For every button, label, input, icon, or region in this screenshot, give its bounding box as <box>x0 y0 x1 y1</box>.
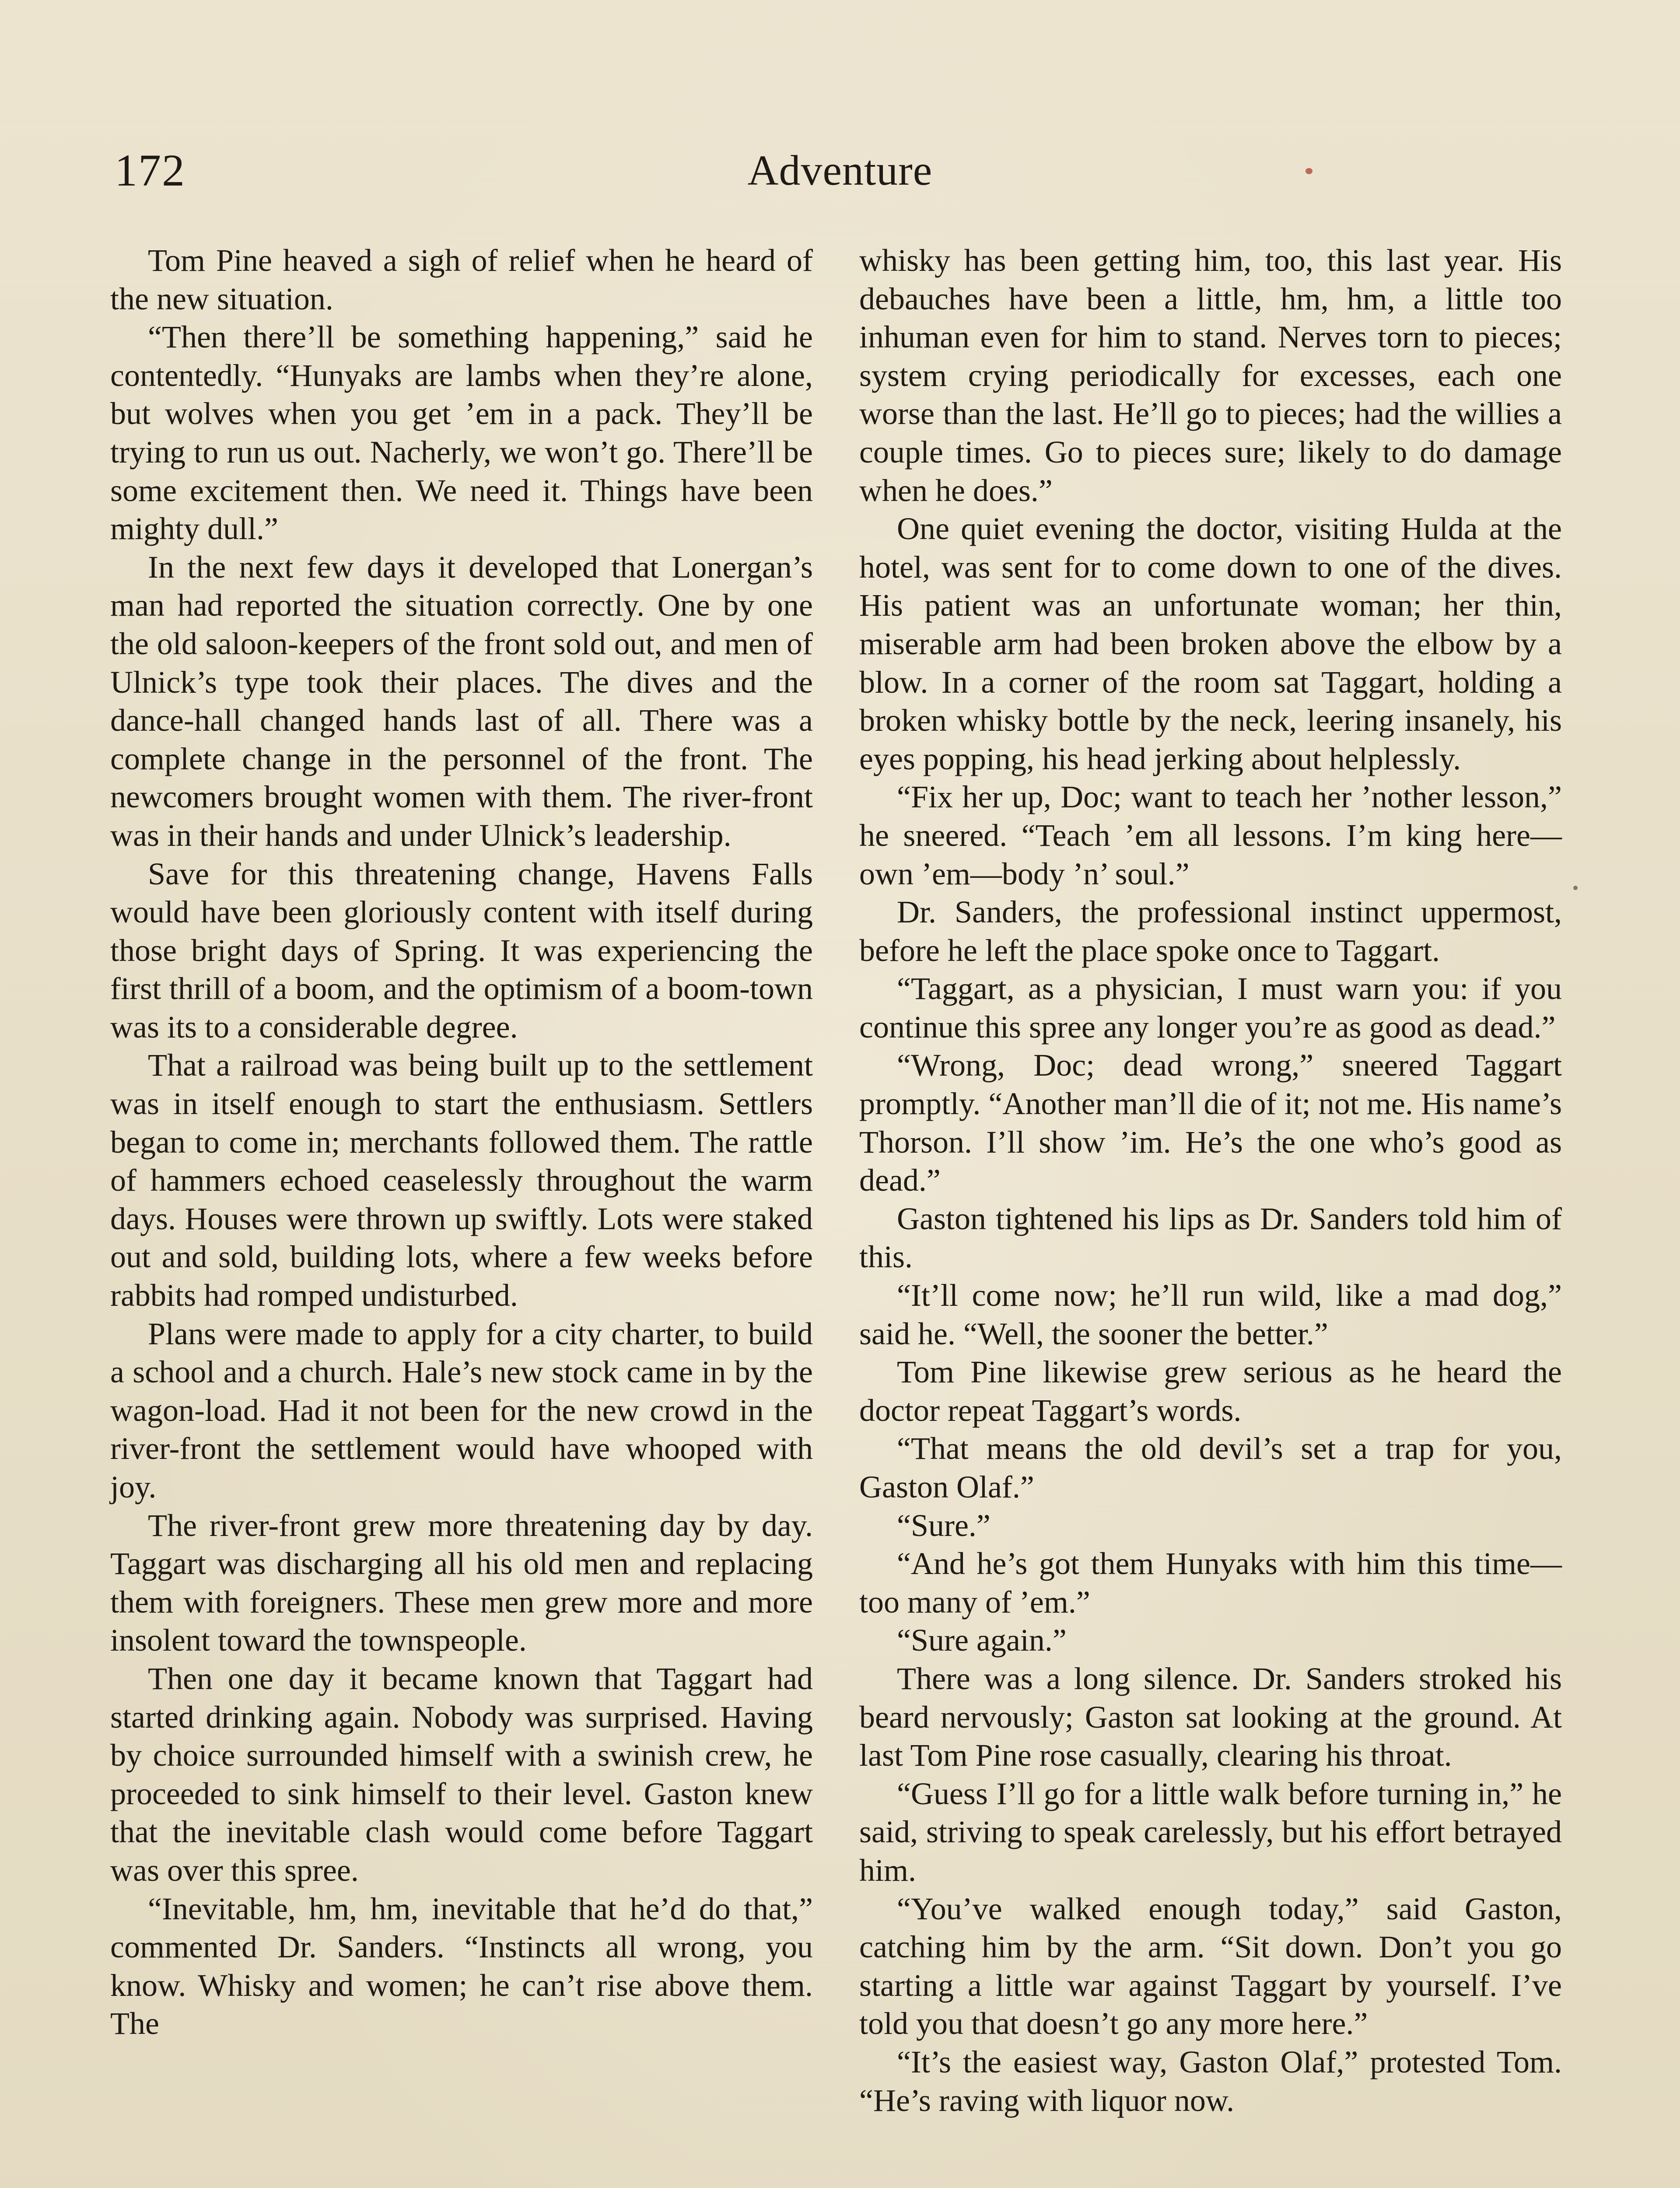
paragraph: “Fix her up, Doc; want to teach her ’nother lesson,” he sneered. “Teach ’em all lessons. I’m king here—own ’em—body ’n’ soul.” <box>859 779 1562 891</box>
paragraph: Gaston tightened his lips as Dr. Sanders told him of this. <box>859 1201 1562 1275</box>
paragraph: “Sure.” <box>897 1508 990 1543</box>
paragraph: Dr. Sanders, the professional instinct uppermost, before he left the place spoke once to Taggart. <box>859 894 1562 968</box>
paragraph: “It’ll come now; he’ll run wild, like a mad dog,” said he. “Well, the sooner the better.” <box>859 1278 1562 1351</box>
ink-speck <box>1573 886 1578 890</box>
continued-paragraph: whisky has been getting him, too, this last year. His debauches have been a little, hm, hm, a little too inhuman even for him to stand. Nerves torn to pieces; system crying periodically for excesses, each one worse than the last. He’ll go to pieces; had the willies a couple times. Go to pieces sure; likely to do damage when he does.” <box>859 243 1562 508</box>
paragraph: “That means the old devil’s set a trap for you, Gaston Olaf.” <box>859 1431 1562 1504</box>
paragraph: In the next few days it developed that Lonergan’s man had reported the situation correctly. One by one the old saloon-keepers of the front sold out, and men of Ulnick’s type took their places. The dives and the dance-hall changed hands last of all. There was a complete change in the personnel of the front. The newcomers brought women with them. The river-front was in their hands and under Ulnick’s leadership. <box>110 549 813 853</box>
right-column <box>859 242 1562 2120</box>
running-head: Adventure <box>747 147 933 194</box>
paragraph: Then one day it became known that Taggart had started drinking again. Nobody was surprised. Having by choice surrounded himself with a swinish crew, he proceeded to sink himself to their level. Gaston knew that the inevitable clash would come before Taggart was over this spree. <box>110 1661 813 1888</box>
paragraph: “Then there’ll be something happening,” said he contentedly. “Hunyaks are lambs when they’re alone, but wolves when you get ’em in a pack. They’ll be trying to run us out. Nacherly, we won’t go. There’ll be some excitement then. We need it. Things have been mighty dull.” <box>110 319 813 547</box>
paragraph: “You’ve walked enough today,” said Gaston, catching him by the arm. “Sit down. Don’t you go starting a little war against Taggart by yourself. I’ve told you that doesn’t go any more here.” <box>859 1891 1562 2041</box>
paragraph: “It’s the easiest way, Gaston Olaf,” protested Tom. “He’s raving with liquor now. <box>859 2044 1562 2118</box>
paragraph: Tom Pine likewise grew serious as he heard the doctor repeat Taggart’s words. <box>859 1354 1562 1428</box>
ink-speck <box>1306 168 1312 174</box>
left-column <box>110 242 813 2043</box>
paragraph: “And he’s got them Hunyaks with him this time—too many of ’em.” <box>859 1546 1562 1620</box>
paragraph: “Wrong, Doc; dead wrong,” sneered Taggart promptly. “Another man’ll die of it; not me. His name’s Thorson. I’ll show ’im. He’s the one who’s good as dead.” <box>859 1048 1562 1198</box>
paragraph: “Inevitable, hm, hm, inevitable that he’d do that,” commented Dr. Sanders. “Instincts all wrong, you know. Whisky and women; he can’t rise above them. The <box>110 1891 813 2041</box>
paragraph: Save for this threatening change, Havens Falls would have been gloriously content with itself during those bright days of Spring. It was experiencing the first thrill of a boom, and the optimism of a boom-town was its to a considerable degree. <box>110 856 813 1045</box>
paragraph: “Guess I’ll go for a little walk before turning in,” he said, striving to speak carelessly, but his effort betrayed him. <box>859 1776 1562 1888</box>
page-header <box>0 140 1680 201</box>
page-number: 172 <box>115 145 186 196</box>
paragraph: “Taggart, as a physician, I must warn you: if you continue this spree any longer you’re as good as dead.” <box>859 971 1562 1045</box>
paragraph: Tom Pine heaved a sigh of relief when he heard of the new situation. <box>110 243 813 316</box>
paragraph: There was a long silence. Dr. Sanders stroked his beard nervously; Gaston sat looking at the ground. At last Tom Pine rose casually, clearing his throat. <box>859 1661 1562 1773</box>
paragraph: That a railroad was being built up to the settlement was in itself enough to start the enthusiasm. Settlers began to come in; merchants followed them. The rattle of hammers echoed ceaselessly throughout the warm days. Houses were thrown up swiftly. Lots were staked out and sold, building lots, where a few weeks before rabbits had romped undisturbed. <box>110 1048 813 1313</box>
paragraph: Plans were made to apply for a city charter, to build a school and a church. Hale’s new stock came in by the wagon-load. Had it not been for the new crowd in the river-front the settlement would have whooped with joy. <box>110 1316 813 1504</box>
paragraph: “Sure again.” <box>897 1623 1067 1658</box>
paragraph: The river-front grew more threatening day by day. Taggart was discharging all his old men and replacing them with foreigners. These men grew more and more insolent toward the townspeople. <box>110 1508 813 1658</box>
paragraph: One quiet evening the doctor, visiting Hulda at the hotel, was sent for to come down to one of the dives. His patient was an unfortunate woman; her thin, miserable arm had been broken above the elbow by a blow. In a corner of the room sat Taggart, holding a broken whisky bottle by the neck, leering insanely, his eyes popping, his head jerking about helplessly. <box>859 511 1562 776</box>
